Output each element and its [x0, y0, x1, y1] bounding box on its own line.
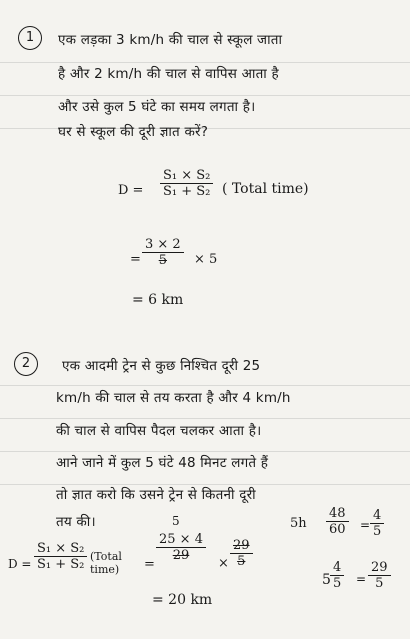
question-number-1: 1	[18, 26, 42, 50]
q1-formula-total-time: ( Total time)	[222, 181, 309, 197]
q2-formula-fraction	[34, 541, 87, 572]
q1-text-line: है और 2 km/h की चाल से वापिस आता है	[58, 66, 279, 82]
q2-mixed-fraction	[330, 560, 344, 591]
q2-side-denominator: 60	[326, 521, 349, 537]
q1-step-multiplier: × 5	[194, 252, 218, 267]
q1-answer: = 6 km	[132, 292, 184, 308]
q2-mixed-result-fraction	[368, 560, 391, 591]
q2-step-denominator: 29	[156, 547, 206, 563]
q2-step-numerator: 25 × 4	[159, 532, 203, 547]
q1-step-equals: =	[130, 252, 141, 267]
q1-text-line: घर से स्कूल की दूरी ज्ञात करें?	[58, 124, 209, 140]
ruled-line	[0, 418, 410, 419]
q2-mixed-result-numerator: 29	[371, 560, 388, 575]
q2-step-cancel-top: 5	[172, 514, 180, 528]
ruled-line	[0, 95, 410, 96]
q2-side-result-fraction	[370, 508, 384, 539]
q2-mixed-equals: =	[356, 572, 367, 586]
q2-text-line: आने जाने में कुल 5 घंटे 48 मिनट लगते हैं	[56, 455, 269, 471]
ruled-line	[0, 385, 410, 386]
q2-step2-denominator: 5	[230, 553, 253, 569]
q1-step-fraction	[142, 237, 184, 268]
q1-formula-fraction	[160, 168, 213, 199]
q2-side-fraction	[326, 506, 349, 537]
q1-formula-lhs: D =	[118, 183, 144, 198]
q2-step-equals: =	[144, 557, 155, 572]
q2-text-line: की चाल से वापिस पैदल चलकर आता है।	[56, 423, 262, 439]
q2-text-line: km/h की चाल से तय करता है और 4 km/h	[56, 390, 291, 406]
q2-mixed-numerator: 4	[333, 560, 342, 575]
q2-mixed-denominator: 5	[330, 575, 344, 591]
q2-side-result-denominator: 5	[370, 523, 384, 539]
q2-mixed-whole: 5	[322, 572, 331, 588]
question-number-2: 2	[14, 352, 38, 376]
q2-side-result-numerator: 4	[373, 508, 382, 523]
q1-formula-numerator: S₁ × S₂	[163, 168, 211, 183]
q2-formula-denominator: S₁ + S₂	[34, 556, 87, 572]
q2-side-numerator: 48	[329, 506, 346, 521]
q2-formula-lhs: D =	[8, 557, 32, 571]
q1-step-denominator: 5	[142, 252, 184, 268]
q2-text-line: तय की।	[56, 514, 96, 530]
q1-text-line: और उसे कुल 5 घंटे का समय लगता है।	[58, 99, 256, 115]
q1-text-line: एक लड़का 3 km/h की चाल से स्कूल जाता	[58, 32, 283, 48]
q2-step2-numerator: 29	[233, 538, 250, 553]
q2-answer: = 20 km	[152, 592, 213, 608]
q2-text-line: तो ज्ञात करो कि उसने ट्रेन से कितनी दूरी	[56, 487, 256, 503]
ruled-line	[0, 62, 410, 63]
q2-step2-fraction	[230, 538, 253, 569]
q2-mixed-result-denominator: 5	[368, 575, 391, 591]
q2-step-fraction	[156, 532, 206, 563]
q2-formula-numerator: S₁ × S₂	[37, 541, 85, 556]
q2-text-line: एक आदमी ट्रेन से कुछ निश्चित दूरी 25	[62, 358, 261, 374]
q2-side-hours: 5h	[290, 516, 307, 531]
q1-step-numerator: 3 × 2	[145, 237, 181, 252]
q1-formula-denominator: S₁ + S₂	[160, 183, 213, 199]
q2-formula-total-time: (Total time)	[90, 550, 122, 576]
ruled-line	[0, 451, 410, 452]
q2-side-equals: =	[360, 518, 371, 532]
q2-step-times: ×	[218, 556, 229, 571]
